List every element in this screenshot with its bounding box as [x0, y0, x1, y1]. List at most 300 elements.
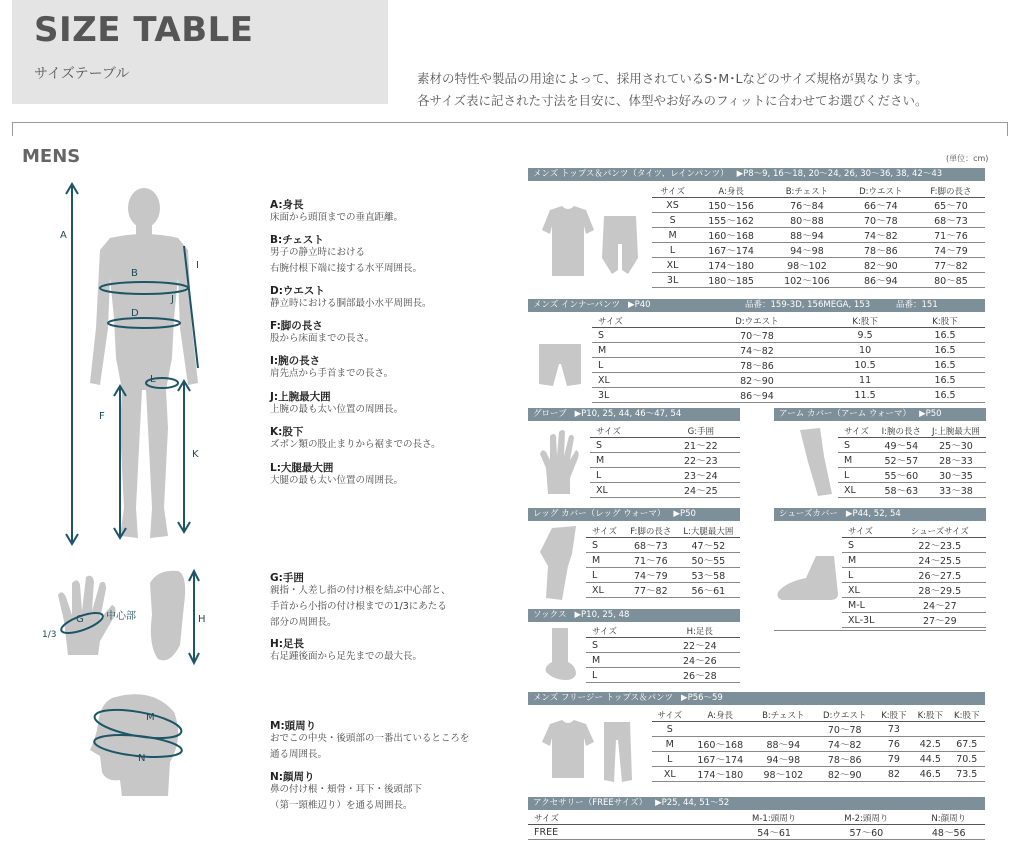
- table-cell: 86～94: [845, 273, 917, 288]
- column-header: B:チェスト: [753, 708, 814, 722]
- table-cell: 22～23.5: [894, 538, 986, 553]
- column-header: B:チェスト: [769, 184, 845, 198]
- table-row: [592, 358, 985, 373]
- table-cell: 98～102: [753, 767, 814, 782]
- page-reference: ▶P50: [919, 409, 942, 419]
- table-cell: 78～86: [689, 358, 825, 373]
- table-title-bar: [528, 508, 740, 521]
- table-cell: 24～25.5: [894, 553, 986, 568]
- table-cell: S: [838, 438, 877, 453]
- table-title: ソックス: [533, 610, 567, 620]
- table-cell: 70～78: [814, 722, 876, 737]
- column-header: L:大腿最大囲: [677, 524, 740, 538]
- table-cell: 88～94: [769, 228, 845, 243]
- table-cell: 22～24: [660, 638, 740, 653]
- table-title: グローブ: [533, 409, 567, 419]
- label-d: D: [131, 308, 139, 319]
- page-subtitle: サイズテーブル: [34, 66, 130, 82]
- table-row: [586, 653, 740, 668]
- table-cell: 24～26: [660, 653, 740, 668]
- definition-head: J:上腕最大囲: [270, 391, 331, 403]
- table-cell: M: [652, 228, 693, 243]
- table-row: [652, 273, 985, 288]
- table-cell: 68～73: [625, 538, 677, 553]
- table-cell: [688, 722, 753, 737]
- label-center: 中心部: [106, 611, 136, 622]
- definition-head: I:腕の長さ: [270, 355, 321, 367]
- body-figure: [50, 178, 230, 550]
- page-reference: ▶P40: [628, 300, 651, 310]
- table-cell: 26～28: [660, 668, 740, 683]
- table-title-bar: [774, 508, 986, 521]
- label-one-third: 1/3: [42, 630, 57, 640]
- column-header: D:ウエスト: [814, 708, 876, 722]
- definition-text: 静立時における胴部最小水平周囲長。: [270, 298, 432, 309]
- table-row: [590, 483, 740, 498]
- column-header: M-1:頭周り: [728, 811, 820, 825]
- table-title-bar: [528, 692, 985, 705]
- label-k: K: [192, 449, 199, 460]
- definition-head: G:手囲: [270, 572, 304, 584]
- table-cell: 42.5: [912, 737, 948, 752]
- column-header: H:足長: [660, 624, 740, 638]
- definition-head: M:頭周り: [270, 720, 317, 732]
- intro-line-1: 素材の特性や製品の用途によって、採用されているS･M･Lなどのサイズ規格が異なります。: [417, 71, 928, 86]
- table-cell: 11.5: [825, 388, 905, 403]
- table-row: [528, 825, 985, 840]
- definition-text: 床面から頭頂までの垂直距離。: [270, 212, 404, 223]
- table-cell: 44.5: [912, 752, 948, 767]
- column-header: A:身長: [688, 708, 753, 722]
- section-title: MENS: [22, 146, 81, 167]
- table-cell: 88～94: [753, 737, 814, 752]
- definition-head: B:チェスト: [270, 234, 324, 246]
- table-cell: 16.5: [905, 388, 985, 403]
- table-row: [652, 767, 985, 782]
- table-title: シューズカバー: [779, 509, 838, 519]
- definition-text: 親指・人差し指の付け根を結ぶ中心部と、: [270, 585, 451, 596]
- table-cell: 58～63: [877, 483, 926, 498]
- column-header: I:腕の長さ: [877, 424, 926, 438]
- column-header: サイズ: [652, 184, 693, 198]
- divider: [12, 122, 13, 136]
- arm-cover-icon: [790, 426, 836, 500]
- table-row: [838, 453, 986, 468]
- table-cell: 74～82: [845, 228, 917, 243]
- table-cell: XL: [838, 483, 877, 498]
- column-header: シューズサイズ: [894, 524, 986, 538]
- table-cell: 16.5: [905, 328, 985, 343]
- table-cell: XL: [586, 583, 625, 598]
- table-cell: M: [842, 553, 894, 568]
- table-title-bar: [528, 408, 740, 421]
- column-header: サイズ: [528, 811, 728, 825]
- table-cell: L: [842, 568, 894, 583]
- definition-text: 男子の静立時における: [270, 247, 366, 258]
- table-cell: 3L: [592, 388, 689, 403]
- table-cell: XL: [842, 583, 894, 598]
- column-header: サイズ: [586, 524, 625, 538]
- column-header: サイズ: [586, 624, 660, 638]
- table-cell: 74～79: [917, 243, 985, 258]
- table-cell: 16.5: [905, 343, 985, 358]
- table-cell: 50～55: [677, 553, 740, 568]
- table-title: レッグ カバー（レッグ ウォーマ）: [533, 509, 666, 519]
- table-cell: L: [592, 358, 689, 373]
- table-cell: M: [838, 453, 877, 468]
- table-cell: 56～61: [677, 583, 740, 598]
- table-cell: 21～22: [662, 438, 740, 453]
- table-cell: 16.5: [905, 373, 985, 388]
- table-cell: 78～86: [845, 243, 917, 258]
- table-cell: 46.5: [912, 767, 948, 782]
- divider: [12, 122, 1008, 123]
- table-cell: 24～25: [662, 483, 740, 498]
- table-cell: 73: [876, 722, 912, 737]
- table-cell: 180～185: [693, 273, 769, 288]
- table-cell: 10.5: [825, 358, 905, 373]
- table-cell: L: [586, 568, 625, 583]
- definition-head: D:ウエスト: [270, 285, 325, 297]
- table-cell: 49～54: [877, 438, 926, 453]
- product-code: 品番：151: [896, 300, 938, 310]
- table-row: [590, 453, 740, 468]
- definition-head: N:顔周り: [270, 771, 315, 783]
- table-cell: 28～29.5: [894, 583, 986, 598]
- table-cell: 68～73: [917, 213, 985, 228]
- page-reference: ▶P44, 52, 54: [845, 509, 901, 519]
- table-cell: 80～85: [917, 273, 985, 288]
- column-header: K:股下: [905, 314, 985, 328]
- table-cell: 167～174: [688, 752, 753, 767]
- table-cell: 71～76: [625, 553, 677, 568]
- table-row: [842, 553, 986, 568]
- table-cell: 47～52: [677, 538, 740, 553]
- table-cell: 86～94: [689, 388, 825, 403]
- table-title-bar: [774, 408, 986, 421]
- definition-text: 右腕付根下端に接する水平周囲長。: [270, 263, 423, 274]
- definition-text: 大腿の最も太い位置の周囲長。: [270, 475, 404, 486]
- table-cell: 66～74: [845, 198, 917, 213]
- jersey-shorts-icon: [532, 204, 644, 280]
- table-cell: 74～79: [625, 568, 677, 583]
- table-cell: 76: [876, 737, 912, 752]
- table-title: メンズ フリージー トップス＆パンツ: [533, 693, 674, 703]
- table-row: [586, 638, 740, 653]
- shoe-cover-icon: [776, 552, 842, 604]
- table-cell: 54～61: [728, 825, 820, 840]
- table-title-bar: [528, 168, 985, 181]
- table-cell: 22～23: [662, 453, 740, 468]
- table-row: [842, 538, 986, 553]
- table-cell: 52～57: [877, 453, 926, 468]
- table-cell: 74～82: [814, 737, 876, 752]
- table-cell: 26～27.5: [894, 568, 986, 583]
- column-header: サイズ: [842, 524, 894, 538]
- table-row: [652, 737, 985, 752]
- table-cell: 82～90: [689, 373, 825, 388]
- size-table-socks: [586, 624, 740, 683]
- head-figure: [82, 688, 192, 800]
- size-table-inner-pants: [592, 314, 985, 403]
- table-cell: [753, 722, 814, 737]
- definition-head: F:脚の長さ: [270, 320, 323, 332]
- column-header: F:脚の長さ: [917, 184, 985, 198]
- table-title: メンズ トップス＆パンツ（タイツ、レインパンツ）: [533, 169, 729, 179]
- body-silhouette: [90, 188, 198, 538]
- table-cell: L: [838, 468, 877, 483]
- page-reference: ▶P56～59: [681, 693, 723, 703]
- table-cell: S: [586, 638, 660, 653]
- table-row: [842, 583, 986, 598]
- table-cell: 77～82: [625, 583, 677, 598]
- table-row: [652, 243, 985, 258]
- table-cell: 78～86: [814, 752, 876, 767]
- table-cell: M: [586, 653, 660, 668]
- table-row: [842, 598, 986, 613]
- definition-head: H:足長: [270, 638, 304, 650]
- definition-text: 通る周囲長。: [270, 749, 328, 760]
- table-cell: M: [652, 737, 688, 752]
- column-header: サイズ: [652, 708, 688, 722]
- table-cell: 27～29: [894, 613, 986, 628]
- table-row: [652, 258, 985, 273]
- page-reference: ▶P25, 44, 51～52: [655, 798, 730, 808]
- table-cell: M: [590, 453, 662, 468]
- table-cell: 48～56: [912, 825, 985, 840]
- inner-pants-icon: [535, 340, 585, 390]
- table-row: [592, 388, 985, 403]
- definition-text: 肩先点から手首までの長さ。: [270, 368, 394, 379]
- column-header: サイズ: [838, 424, 877, 438]
- table-title-bar: [528, 299, 985, 312]
- table-cell: 16.5: [905, 358, 985, 373]
- table-cell: 98～102: [769, 258, 845, 273]
- table-cell: 11: [825, 373, 905, 388]
- column-header: J:上腕最大囲: [926, 424, 986, 438]
- table-cell: 55～60: [877, 468, 926, 483]
- table-cell: 28～33: [926, 453, 986, 468]
- label-b: B: [131, 268, 138, 279]
- table-cell: 80～88: [769, 213, 845, 228]
- divider: [1007, 122, 1008, 136]
- label-n: N: [138, 753, 146, 764]
- foot-silhouette: [150, 571, 185, 661]
- table-row: [590, 468, 740, 483]
- definition-head: A:身長: [270, 199, 304, 211]
- table-cell: XL-3L: [842, 613, 894, 628]
- table-cell: 82～90: [845, 258, 917, 273]
- intro-line-2: 各サイズ表に記された寸法を目安に、体型やお好みのフィットに合わせてお選びください。: [417, 93, 928, 108]
- table-cell: 79: [876, 752, 912, 767]
- table-cell: S: [592, 328, 689, 343]
- table-cell: 65～70: [917, 198, 985, 213]
- label-a: A: [60, 230, 67, 241]
- table-cell: S: [842, 538, 894, 553]
- column-header: K:股下: [825, 314, 905, 328]
- page-reference: ▶P10, 25, 44, 46～47, 54: [574, 409, 682, 419]
- table-cell: 10: [825, 343, 905, 358]
- table-cell: XL: [590, 483, 662, 498]
- page-reference: ▶P8～9, 16～18, 20～24, 26, 30～36, 38, 42～43: [736, 169, 943, 179]
- label-h: H: [198, 614, 206, 625]
- sock-icon: [540, 626, 580, 682]
- definition-text: 上腕の最も太い位置の周囲長。: [270, 404, 404, 415]
- size-table-leg-cover: [586, 524, 740, 598]
- table-cell: XL: [652, 767, 688, 782]
- table-row: [592, 328, 985, 343]
- table-row: [838, 483, 986, 498]
- table-cell: 23～24: [662, 468, 740, 483]
- column-header: M-2:頭周り: [820, 811, 912, 825]
- table-cell: 70～78: [689, 328, 825, 343]
- table-cell: M: [586, 553, 625, 568]
- table-cell: S: [652, 722, 688, 737]
- column-header: D:ウエスト: [845, 184, 917, 198]
- table-title-bar: [528, 797, 985, 810]
- head-silhouette: [90, 694, 178, 796]
- divider: [774, 630, 986, 631]
- table-cell: 82～90: [814, 767, 876, 782]
- table-cell: 33～38: [926, 483, 986, 498]
- table-cell: 150～156: [693, 198, 769, 213]
- table-cell: L: [590, 468, 662, 483]
- table-row: [586, 553, 740, 568]
- table-row: [838, 438, 986, 453]
- table-row: [592, 343, 985, 358]
- table-row: [586, 538, 740, 553]
- label-i: I: [196, 260, 199, 271]
- table-cell: 160～168: [693, 228, 769, 243]
- table-row: [590, 438, 740, 453]
- table-cell: XL: [652, 258, 693, 273]
- size-table-freezy: [652, 708, 985, 782]
- definition-text: 鼻の付け根・頬骨・耳下・後頭部下: [270, 784, 423, 795]
- table-cell: 24～27: [894, 598, 986, 613]
- definition-text: 右足踵後面から足先までの最大長。: [270, 651, 423, 662]
- column-header: D:ウエスト: [689, 314, 825, 328]
- table-row: [652, 752, 985, 767]
- table-cell: M: [592, 343, 689, 358]
- table-cell: XS: [652, 198, 693, 213]
- label-m: M: [146, 712, 155, 723]
- table-cell: XL: [592, 373, 689, 388]
- table-row: [652, 213, 985, 228]
- table-cell: 82: [876, 767, 912, 782]
- table-cell: 53～58: [677, 568, 740, 583]
- size-table-accessory: [528, 811, 985, 840]
- definition-head: K:股下: [270, 426, 304, 438]
- table-cell: [912, 722, 948, 737]
- table-cell: 76～84: [769, 198, 845, 213]
- table-cell: [949, 722, 985, 737]
- column-header: K:股下: [912, 708, 948, 722]
- table-cell: 73.5: [949, 767, 985, 782]
- jersey-tights-icon: [534, 718, 644, 784]
- table-cell: 70.5: [949, 752, 985, 767]
- table-cell: 71～76: [917, 228, 985, 243]
- table-row: [586, 583, 740, 598]
- table-cell: 74～82: [689, 343, 825, 358]
- definition-text: おでこの中央・後頭部の一番出ているところを: [270, 733, 470, 744]
- table-cell: 167～174: [693, 243, 769, 258]
- leg-cover-icon: [532, 524, 582, 602]
- definition-text: （第一頸椎辺り）を通る周囲長。: [270, 800, 413, 811]
- table-cell: 30～35: [926, 468, 986, 483]
- definition-text: 手首から小指の付け根までの1/3にあたる: [270, 601, 447, 612]
- table-row: [842, 568, 986, 583]
- label-j: J: [171, 294, 174, 305]
- table-row: [652, 722, 985, 737]
- table-cell: 160～168: [688, 737, 753, 752]
- table-row: [842, 613, 986, 628]
- table-row: [838, 468, 986, 483]
- column-header: A:身長: [693, 184, 769, 198]
- unit-note: (単位：cm): [946, 154, 989, 163]
- definition-text: 股から床面までの長さ。: [270, 333, 375, 344]
- table-cell: FREE: [528, 825, 728, 840]
- label-l: L: [150, 374, 156, 385]
- page-reference: ▶P10, 25, 48: [574, 610, 630, 620]
- table-cell: S: [590, 438, 662, 453]
- table-cell: S: [652, 213, 693, 228]
- column-header: G:手囲: [662, 424, 740, 438]
- table-cell: 25～30: [926, 438, 986, 453]
- definition-text: ズボン類の股止まりから裾までの長さ。: [270, 439, 441, 450]
- glove-icon: [538, 428, 580, 496]
- definition-head: L:大腿最大囲: [270, 462, 334, 474]
- page-title: SIZE TABLE: [34, 10, 254, 50]
- label-f: F: [99, 411, 105, 422]
- column-header: N:顔周り: [912, 811, 985, 825]
- table-cell: 174～180: [693, 258, 769, 273]
- definition-text: 部分の周囲長。: [270, 617, 337, 628]
- table-row: [592, 373, 985, 388]
- table-cell: 67.5: [949, 737, 985, 752]
- column-header: K:股下: [876, 708, 912, 722]
- table-cell: S: [586, 538, 625, 553]
- size-table-gloves: [590, 424, 740, 498]
- table-title-bar: [528, 609, 740, 622]
- product-code: 品番：159-3D, 156MEGA, 153: [745, 300, 871, 310]
- size-table-shoe-cover: [842, 524, 986, 628]
- table-cell: L: [652, 243, 693, 258]
- table-title: アクセサリー（FREEサイズ）: [533, 798, 648, 808]
- table-cell: 9.5: [825, 328, 905, 343]
- table-cell: 155～162: [693, 213, 769, 228]
- table-cell: 3L: [652, 273, 693, 288]
- table-title: メンズ インナーパンツ: [533, 300, 621, 310]
- table-row: [586, 668, 740, 683]
- size-table-tops-pants: [652, 184, 985, 288]
- size-table-arm-cover: [838, 424, 986, 498]
- table-cell: 94～98: [753, 752, 814, 767]
- table-cell: 70～78: [845, 213, 917, 228]
- table-cell: 77～82: [917, 258, 985, 273]
- column-header: サイズ: [590, 424, 662, 438]
- table-cell: 94～98: [769, 243, 845, 258]
- table-row: [652, 198, 985, 213]
- table-cell: M-L: [842, 598, 894, 613]
- label-g: G: [76, 614, 84, 625]
- table-cell: 174～180: [688, 767, 753, 782]
- table-cell: 57～60: [820, 825, 912, 840]
- table-cell: 102～106: [769, 273, 845, 288]
- table-title: アーム カバー（アーム ウォーマ）: [779, 409, 912, 419]
- table-row: [586, 568, 740, 583]
- column-header: サイズ: [592, 314, 689, 328]
- column-header: F:脚の長さ: [625, 524, 677, 538]
